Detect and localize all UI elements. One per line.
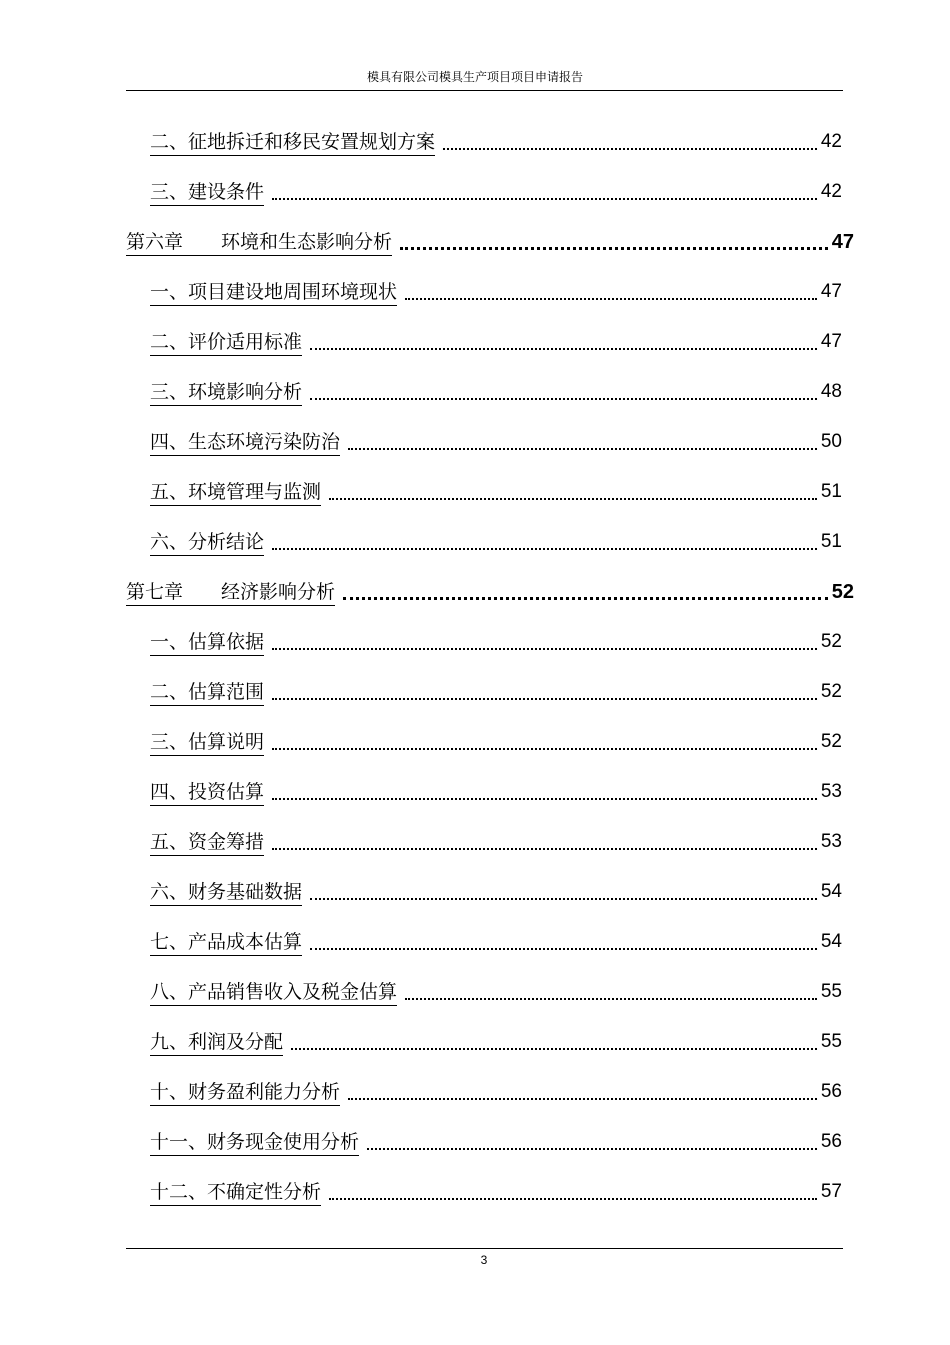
toc-dot-leader [310, 348, 817, 350]
toc-entry-label: 八、产品销售收入及税金估算 [150, 980, 397, 1006]
toc-entry-label: 三、建设条件 [150, 180, 264, 206]
toc-entry-label: 一、项目建设地周围环境现状 [150, 280, 397, 306]
toc-section-entry[interactable] [150, 878, 842, 906]
toc-entry-page: 42 [820, 181, 842, 202]
toc-entry-page: 56 [820, 1131, 842, 1152]
toc-entry-label: 第六章 环境和生态影响分析 [126, 230, 392, 256]
toc-section-entry[interactable] [150, 1128, 842, 1156]
toc-entry-label: 七、产品成本估算 [150, 930, 302, 956]
toc-dot-leader [348, 1098, 817, 1100]
toc-entry-label: 九、利润及分配 [150, 1030, 283, 1056]
toc-entry-label: 六、财务基础数据 [150, 880, 302, 906]
toc-dot-leader [272, 798, 817, 800]
toc-entry-page: 51 [820, 481, 842, 502]
toc-entry-page: 52 [831, 581, 854, 603]
toc-entry-label: 三、环境影响分析 [150, 380, 302, 406]
toc-entry-label: 二、估算范围 [150, 680, 264, 706]
page-number: 3 [480, 1253, 488, 1267]
toc-section-entry[interactable] [150, 428, 842, 456]
toc-entry-label: 五、环境管理与监测 [150, 480, 321, 506]
header-divider [126, 90, 843, 91]
toc-entry-page: 48 [820, 381, 842, 402]
footer-divider [126, 1248, 843, 1249]
toc-section-entry[interactable] [150, 278, 842, 306]
toc-dot-leader [405, 998, 817, 1000]
toc-entry-page: 47 [820, 331, 842, 352]
toc-dot-leader [272, 648, 817, 650]
toc-entry-page: 47 [820, 281, 842, 302]
toc-section-entry[interactable] [150, 678, 842, 706]
toc-dot-leader [443, 148, 817, 150]
toc-section-entry[interactable] [150, 778, 842, 806]
toc-dot-leader [272, 198, 817, 200]
toc-entry-label: 二、征地拆迁和移民安置规划方案 [150, 130, 435, 156]
toc-dot-leader [291, 1048, 817, 1050]
toc-section-entry[interactable] [150, 978, 842, 1006]
toc-section-entry[interactable] [150, 1028, 842, 1056]
toc-entry-page: 52 [820, 731, 842, 752]
toc-dot-leader [272, 748, 817, 750]
toc-entry-page: 55 [820, 981, 842, 1002]
toc-entry-label: 五、资金筹措 [150, 830, 264, 856]
toc-section-entry[interactable] [150, 378, 842, 406]
toc-entry-page: 52 [820, 631, 842, 652]
toc-entry-page: 55 [820, 1031, 842, 1052]
toc-section-entry[interactable] [150, 528, 842, 556]
toc-dot-leader [400, 247, 828, 250]
toc-chapter-entry[interactable] [126, 578, 854, 606]
toc-dot-leader [405, 298, 817, 300]
toc-dot-leader [310, 948, 817, 950]
toc-entry-page: 52 [820, 681, 842, 702]
toc-section-entry[interactable] [150, 128, 842, 156]
toc-dot-leader [329, 1198, 817, 1200]
toc-entry-label: 十一、财务现金使用分析 [150, 1130, 359, 1156]
toc-entry-label: 三、估算说明 [150, 730, 264, 756]
toc-entry-label: 十、财务盈利能力分析 [150, 1080, 340, 1106]
toc-dot-leader [310, 398, 817, 400]
toc-dot-leader [272, 848, 817, 850]
toc-dot-leader [343, 597, 828, 600]
toc-section-entry[interactable] [150, 928, 842, 956]
toc-section-entry[interactable] [150, 1078, 842, 1106]
toc-entry-page: 47 [831, 231, 854, 253]
toc-entry-label: 第七章 经济影响分析 [126, 580, 335, 606]
toc-entry-page: 53 [820, 781, 842, 802]
toc-section-entry[interactable] [150, 1178, 842, 1206]
toc-section-entry[interactable] [150, 828, 842, 856]
toc-entry-page: 54 [820, 931, 842, 952]
toc-section-entry[interactable] [150, 328, 842, 356]
toc-section-entry[interactable] [150, 728, 842, 756]
toc-dot-leader [348, 448, 817, 450]
toc-entry-label: 二、评价适用标准 [150, 330, 302, 356]
page-header-title: 模具有限公司模具生产项目项目申请报告 [366, 70, 583, 84]
toc-section-entry[interactable] [150, 478, 842, 506]
toc-entry-page: 54 [820, 881, 842, 902]
toc-entry-page: 57 [820, 1181, 842, 1202]
toc-section-entry[interactable] [150, 178, 842, 206]
toc-entry-page: 50 [820, 431, 842, 452]
toc-entry-label: 四、生态环境污染防治 [150, 430, 340, 456]
toc-dot-leader [272, 548, 817, 550]
toc-section-entry[interactable] [150, 628, 842, 656]
toc-dot-leader [310, 898, 817, 900]
toc-dot-leader [329, 498, 817, 500]
toc-entry-page: 42 [820, 131, 842, 152]
toc-dot-leader [272, 698, 817, 700]
toc-entry-label: 四、投资估算 [150, 780, 264, 806]
toc-entry-label: 六、分析结论 [150, 530, 264, 556]
toc-chapter-entry[interactable] [126, 228, 854, 256]
toc-entry-page: 56 [820, 1081, 842, 1102]
toc-entry-page: 51 [820, 531, 842, 552]
toc-dot-leader [367, 1148, 817, 1150]
toc-entry-label: 一、估算依据 [150, 630, 264, 656]
toc-entry-page: 53 [820, 831, 842, 852]
toc-entry-label: 十二、不确定性分析 [150, 1180, 321, 1206]
